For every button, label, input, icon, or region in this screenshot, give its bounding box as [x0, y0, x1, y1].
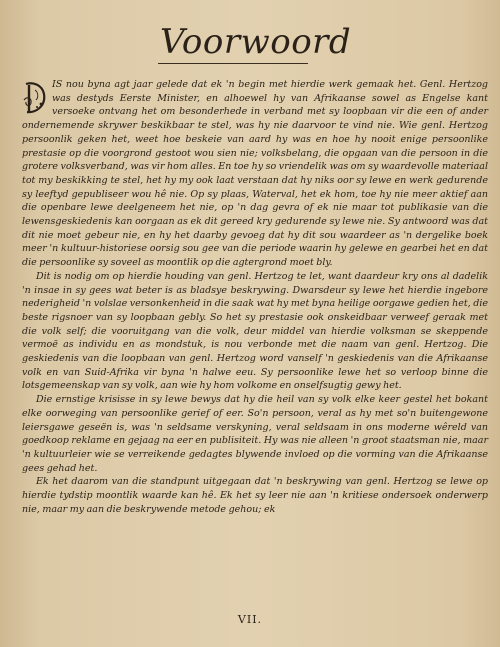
foreword-body	[22, 78, 488, 517]
paragraph-1-text: IS nou byna agt jaar gelede dat ek 'n begin met hierdie werk gemaak het. Genl. Hertzog was destyds Eerste Minister, en alhoewel hy van Afrikaanse sowel as Engelse kant versoeke ontvang het om besonderhede in verband met sy loopbaan vir die een of ander ondernemende skrywer beskikbaar te stel, was hy nie daarvoor te vind nie. Wie genl. Hertzog persoonlik geken het, weet hoe beskeie van aard hy was en hoe hy nooit enige persoonlike prestasie op die voorgrond gestoot wou sien nie; volksbelang, die opgaan van die persoon in die grotere volksverband, was vir hom alles. En toe hy so vriendelik was om sy waardevolle materiaal tot my beskikking te stel, het hy my ook laat verstaan dat hy niks oor sy lewe en werk gedurende sy leeftyd gepubliseer wou hê nie. Op sy plaas, Waterval, het ek hom, toe hy nie meer aktief aan die openbare lewe deelgeneem het nie, op 'n dag gevra of ek nie maar tot publikasie van die lewensgeskiedenis kan oorgaan as ek dit gereed kry gedurende sy lewe nie. Sy antwoord was dat dit nie moet gebeur nie, en hy het daarby gevoeg dat hy dit sou waardeer as 'n dergelike boek meer 'n kultuur-historiese oorsig sou gee van die periode waarin hy gelewe en gearbei het en dat die persoonlike sy soveel as moontlik op die agtergrond moet bly.	[22, 79, 488, 269]
ornamental-dropcap-icon	[22, 80, 48, 116]
paragraph-1	[22, 78, 488, 270]
paragraph-3: Die ernstige krisisse in sy lewe bewys dat hy die heil van sy volk elke keer gestel het bokant elke oorweging van persoonlike gerief of eer. So'n persoon, veral as hy met so'n buitengewone leiersgawe geseën is, was 'n seldsame verskyning, veral seldsaam in ons moderne wêreld van goedkoop reklame en gejaag na eer en publisiteit. Hy was nie alleen 'n groot staatsman nie, maar 'n kultuurleier wie se verreikende gedagtes blywende invloed op die vorming van die Afrikaanse gees gehad het.	[22, 394, 488, 474]
paragraph-4: Ek het daarom van die standpunt uitgegaan dat 'n beskrywing van genl. Hertzog se lewe op hierdie tydstip moontlik waarde kan hê. Ek het sy leer nie aan 'n kritiese ondersoek onderwerp nie, maar my aan die beskrywende metode gehou; ek	[22, 476, 488, 515]
page-title: Voorwoord	[160, 22, 352, 62]
title-underline	[158, 63, 308, 64]
page-number: VII.	[237, 613, 263, 626]
paragraph-2: Dit is nodig om op hierdie houding van genl. Hertzog te let, want daardeur kry ons al dadelik 'n insae in sy gees wat beter is as bladsye beskrywing. Dwarsdeur sy lewe het hierdie ingebore nederigheid 'n volslae versonkenheid in die saak wat hy met byna heilige oorgawe gedien het, die beste rigsnoer van sy loopbaan gebly. So het sy prestasie ook onskeidbaar verweef geraak met die volk self; die vooruitgang van die volk, deur middel van hierdie volksman se skeppende vermoë as individu en as mondstuk, is nou verbonde met die naam van genl. Hertzog. Die geskiedenis van die loopbaan van genl. Hertzog word vanself 'n geskiedenis van die Afrikaanse volk en van Suid-Afrika vir byna 'n halwe eeu. Sy persoonlike lewe het so verloop binne die lotsgemeenskap van sy volk, aan wie hy hom volkome en onselfsugtig gewy het.	[22, 270, 488, 392]
